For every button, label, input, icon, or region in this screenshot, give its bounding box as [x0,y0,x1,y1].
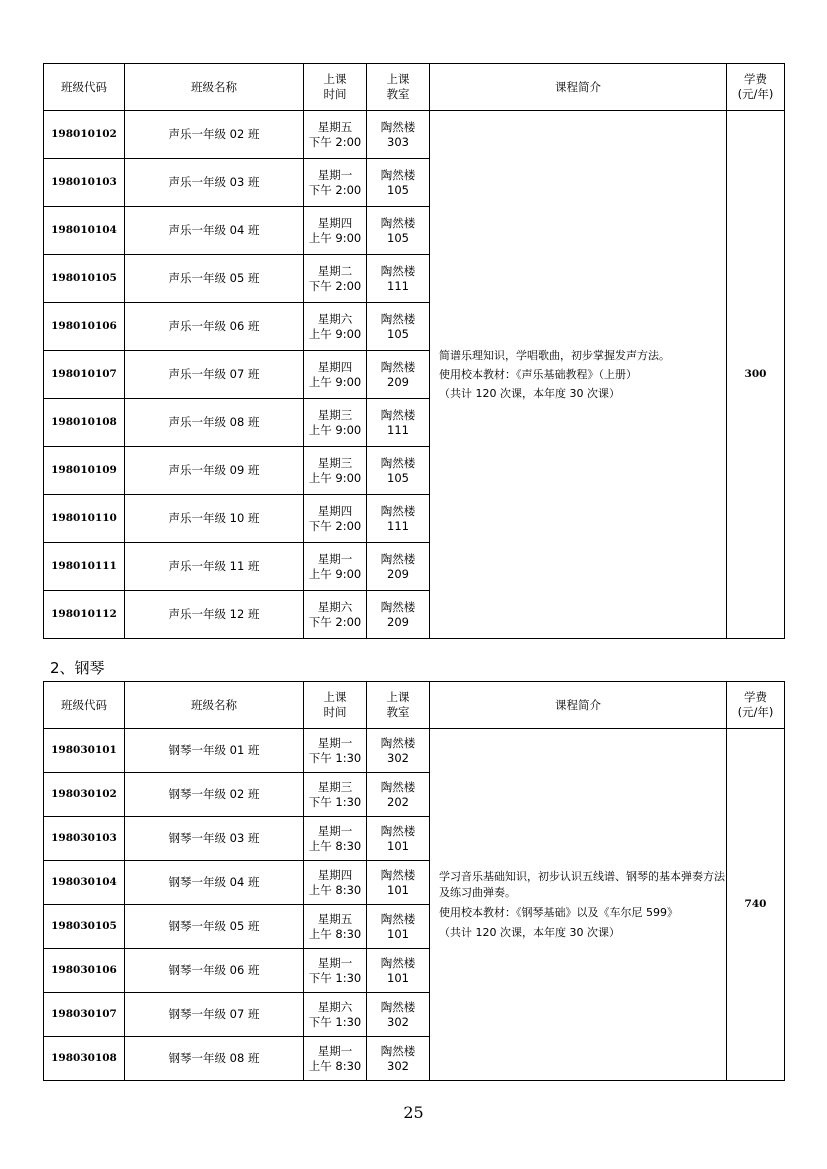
class-code: 198010102 [44,111,125,159]
class-code: 198030108 [44,1037,125,1081]
class-code: 198010103 [44,159,125,207]
classroom: 陶然楼 105 [367,159,430,207]
course-description-line: 简谱乐理知识，学唱歌曲，初步掌握发声方法。 [439,349,670,362]
classroom: 陶然楼 209 [367,591,430,639]
class-code: 198010108 [44,399,125,447]
classroom: 陶然楼 101 [367,905,430,949]
classroom: 陶然楼 101 [367,861,430,905]
class-name: 声乐一年级 04 班 [125,207,304,255]
class-time: 星期一 下午 2:00 [304,159,367,207]
class-time: 星期六 上午 9:00 [304,303,367,351]
class-time: 星期五 下午 2:00 [304,111,367,159]
class-name: 钢琴一年级 05 班 [125,905,304,949]
class-code: 198030105 [44,905,125,949]
classroom: 陶然楼 202 [367,773,430,817]
class-name: 声乐一年级 02 班 [125,111,304,159]
classroom: 陶然楼 105 [367,303,430,351]
class-code: 198010111 [44,543,125,591]
class-name: 声乐一年级 11 班 [125,543,304,591]
course-description [430,111,727,639]
class-name: 声乐一年级 08 班 [125,399,304,447]
class-time: 星期一 下午 1:30 [304,729,367,773]
class-name: 声乐一年级 07 班 [125,351,304,399]
class-time: 星期一 上午 9:00 [304,543,367,591]
class-time: 星期四 上午 9:00 [304,351,367,399]
header-class-code: 班级代码 [44,682,125,729]
tuition-fee: 740 [727,729,785,1081]
class-time: 星期四 上午 9:00 [304,207,367,255]
class-code: 198030103 [44,817,125,861]
class-time: 星期六 下午 1:30 [304,993,367,1037]
class-time: 星期六 下午 2:00 [304,591,367,639]
section-title-piano: 2、钢琴 [50,659,105,677]
classroom: 陶然楼 111 [367,495,430,543]
class-name: 声乐一年级 03 班 [125,159,304,207]
header-row [44,64,785,111]
classroom: 陶然楼 302 [367,1037,430,1081]
course-description-line: 使用校本教材：《声乐基础教程》（上册） [439,368,637,381]
header-class-time: 上课 时间 [304,64,367,111]
class-code: 198030101 [44,729,125,773]
table-row [44,729,785,773]
header-course-intro: 课程简介 [430,64,727,111]
class-time: 星期三 上午 9:00 [304,399,367,447]
class-code: 198010112 [44,591,125,639]
classroom: 陶然楼 111 [367,255,430,303]
class-name: 钢琴一年级 04 班 [125,861,304,905]
classroom: 陶然楼 105 [367,447,430,495]
page-number: 25 [403,1103,424,1122]
class-code: 198010106 [44,303,125,351]
class-name: 钢琴一年级 07 班 [125,993,304,1037]
class-time: 星期三 下午 1:30 [304,773,367,817]
classroom: 陶然楼 209 [367,543,430,591]
class-time: 星期一 下午 1:30 [304,949,367,993]
class-code: 198030104 [44,861,125,905]
class-time: 星期一 上午 8:30 [304,1037,367,1081]
classroom: 陶然楼 209 [367,351,430,399]
class-name: 声乐一年级 05 班 [125,255,304,303]
classroom: 陶然楼 111 [367,399,430,447]
header-classroom: 上课 教室 [367,682,430,729]
course-description-line: 使用校本教材：《钢琴基础》以及《车尔尼 599》 [439,905,678,919]
class-name: 声乐一年级 06 班 [125,303,304,351]
class-name: 钢琴一年级 08 班 [125,1037,304,1081]
course-description-line: （共计 120 次课，本年度 30 次课） [439,387,620,400]
vocal-class-table [43,63,785,639]
class-name: 钢琴一年级 02 班 [125,773,304,817]
course-description [430,729,727,1081]
header-tuition: 学费 (元/年) [727,682,785,729]
class-code: 198030102 [44,773,125,817]
class-time: 星期一 上午 8:30 [304,817,367,861]
classroom: 陶然楼 302 [367,993,430,1037]
class-code: 198030107 [44,993,125,1037]
header-class-code: 班级代码 [44,64,125,111]
class-time: 星期五 上午 8:30 [304,905,367,949]
course-description-line: （共计 120 次课，本年度 30 次课） [439,925,620,939]
classroom: 陶然楼 302 [367,729,430,773]
piano-class-table [43,681,785,1081]
classroom: 陶然楼 303 [367,111,430,159]
class-code: 198010104 [44,207,125,255]
header-row [44,682,785,729]
class-time: 星期二 下午 2:00 [304,255,367,303]
header-tuition: 学费 (元/年) [727,64,785,111]
class-code: 198010105 [44,255,125,303]
class-time: 星期三 上午 9:00 [304,447,367,495]
header-class-time: 上课 时间 [304,682,367,729]
class-name: 钢琴一年级 06 班 [125,949,304,993]
class-code: 198010109 [44,447,125,495]
classroom: 陶然楼 105 [367,207,430,255]
class-name: 钢琴一年级 03 班 [125,817,304,861]
header-course-intro: 课程简介 [430,682,727,729]
classroom: 陶然楼 101 [367,817,430,861]
table-row [44,111,785,159]
class-time: 星期四 下午 2:00 [304,495,367,543]
class-code: 198030106 [44,949,125,993]
class-code: 198010107 [44,351,125,399]
tuition-fee: 300 [727,111,785,639]
header-classroom: 上课 教室 [367,64,430,111]
class-name: 声乐一年级 10 班 [125,495,304,543]
header-class-name: 班级名称 [125,64,304,111]
class-name: 声乐一年级 12 班 [125,591,304,639]
header-class-name: 班级名称 [125,682,304,729]
course-description-line: 学习音乐基础知识，初步认识五线谱、钢琴的基本弹奏方法及练习曲弹奏。 [439,869,725,899]
class-code: 198010110 [44,495,125,543]
class-name: 钢琴一年级 01 班 [125,729,304,773]
classroom: 陶然楼 101 [367,949,430,993]
class-name: 声乐一年级 09 班 [125,447,304,495]
class-time: 星期四 上午 8:30 [304,861,367,905]
